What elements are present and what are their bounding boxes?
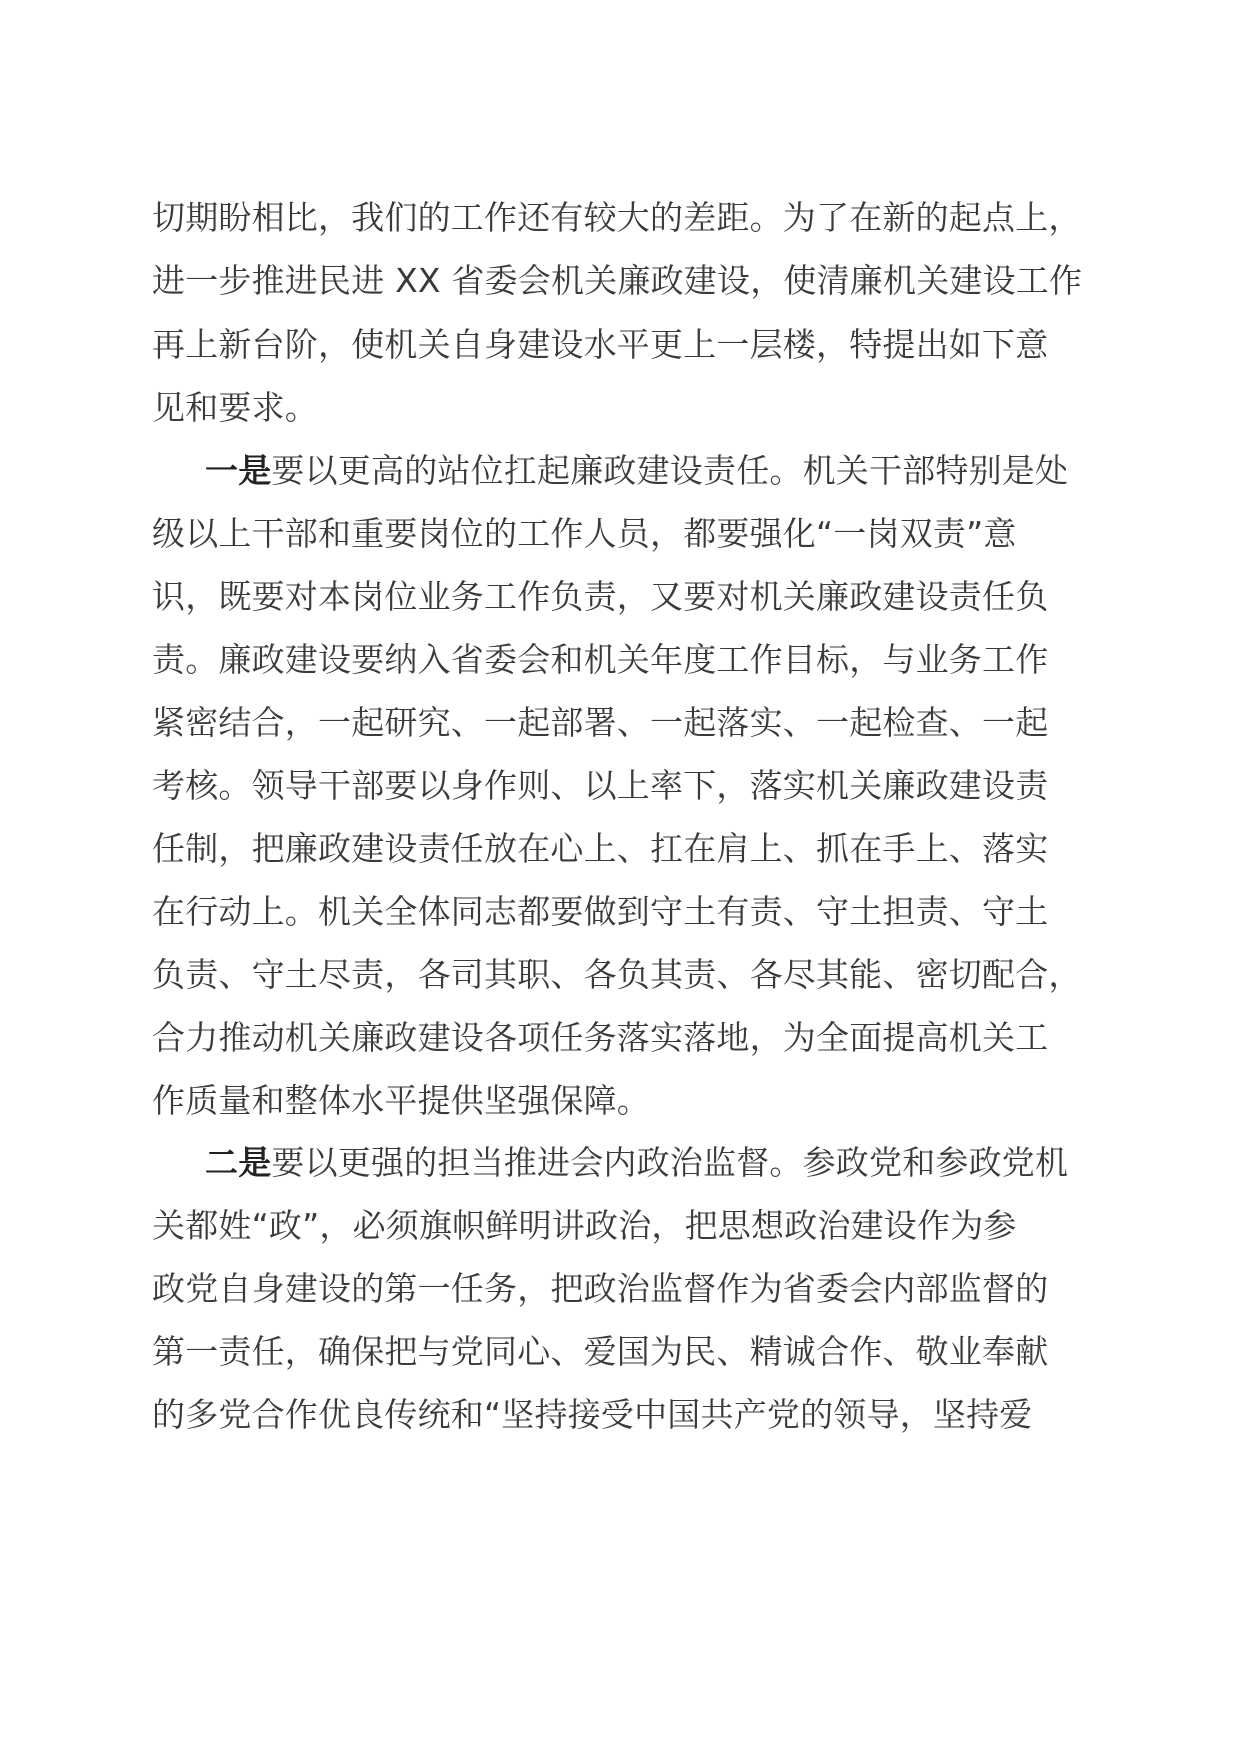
text-line: 第一责任，确保把与党同心、爱国为民、精诚合作、敬业奉献 <box>152 1332 1049 1371</box>
text-line: 考核。领导干部要以身作则、以上率下，落实机关廉政建设责 <box>152 766 1049 805</box>
text-line: 责。廉政建设要纳入省委会和机关年度工作目标，与业务工作 <box>152 640 1049 679</box>
text-segment: 要以更高的站位扛起廉政建设责任。机关干部特别是处 <box>271 451 1069 490</box>
paragraph-lead-line <box>205 451 1068 491</box>
text-line: 紧密结合，一起研究、一起部署、一起落实、一起检查、一起 <box>152 703 1049 742</box>
paragraph-lead: 一是 <box>205 451 272 490</box>
text-line: 切期盼相比，我们的工作还有较大的差距。为了在新的起点上， <box>152 198 1082 237</box>
text-line: 在行动上。机关全体同志都要做到守土有责、守土担责、守土 <box>152 892 1049 931</box>
text-line: 合力推动机关廉政建设各项任务落实落地，为全面提高机关工 <box>152 1018 1049 1057</box>
text-line: 级以上干部和重要岗位的工作人员，都要强化“一岗双责”意 <box>152 514 1017 553</box>
text-line: 的多党合作优良传统和“坚持接受中国共产党的领导，坚持爱 <box>152 1395 1033 1434</box>
text-line: 作质量和整体水平提供坚强保障。 <box>152 1081 650 1120</box>
text-line: 再上新台阶，使机关自身建设水平更上一层楼，特提出如下意 <box>152 325 1049 364</box>
text-line: 负责、守土尽责，各司其职、各负其责、各尽其能、密切配合， <box>152 955 1082 994</box>
paragraph-lead: 二是 <box>205 1143 272 1182</box>
text-line: 识，既要对本岗位业务工作负责，又要对机关廉政建设责任负 <box>152 577 1049 616</box>
text-line: 任制，把廉政建设责任放在心上、扛在肩上、抓在手上、落实 <box>152 829 1049 868</box>
text-segment: 要以更强的担当推进会内政治监督。参政党和参政党机 <box>271 1143 1069 1182</box>
text-line: 关都姓“政”，必须旗帜鲜明讲政治，把思想政治建设作为参 <box>152 1206 1017 1245</box>
text-line: 政党自身建设的第一任务，把政治监督作为省委会内部监督的 <box>152 1269 1049 1308</box>
paragraph-lead-line <box>205 1143 1068 1183</box>
text-line: 见和要求。 <box>152 388 318 427</box>
text-line: 进一步推进民进 XX 省委会机关廉政建设，使清廉机关建设工作 <box>152 261 1083 300</box>
